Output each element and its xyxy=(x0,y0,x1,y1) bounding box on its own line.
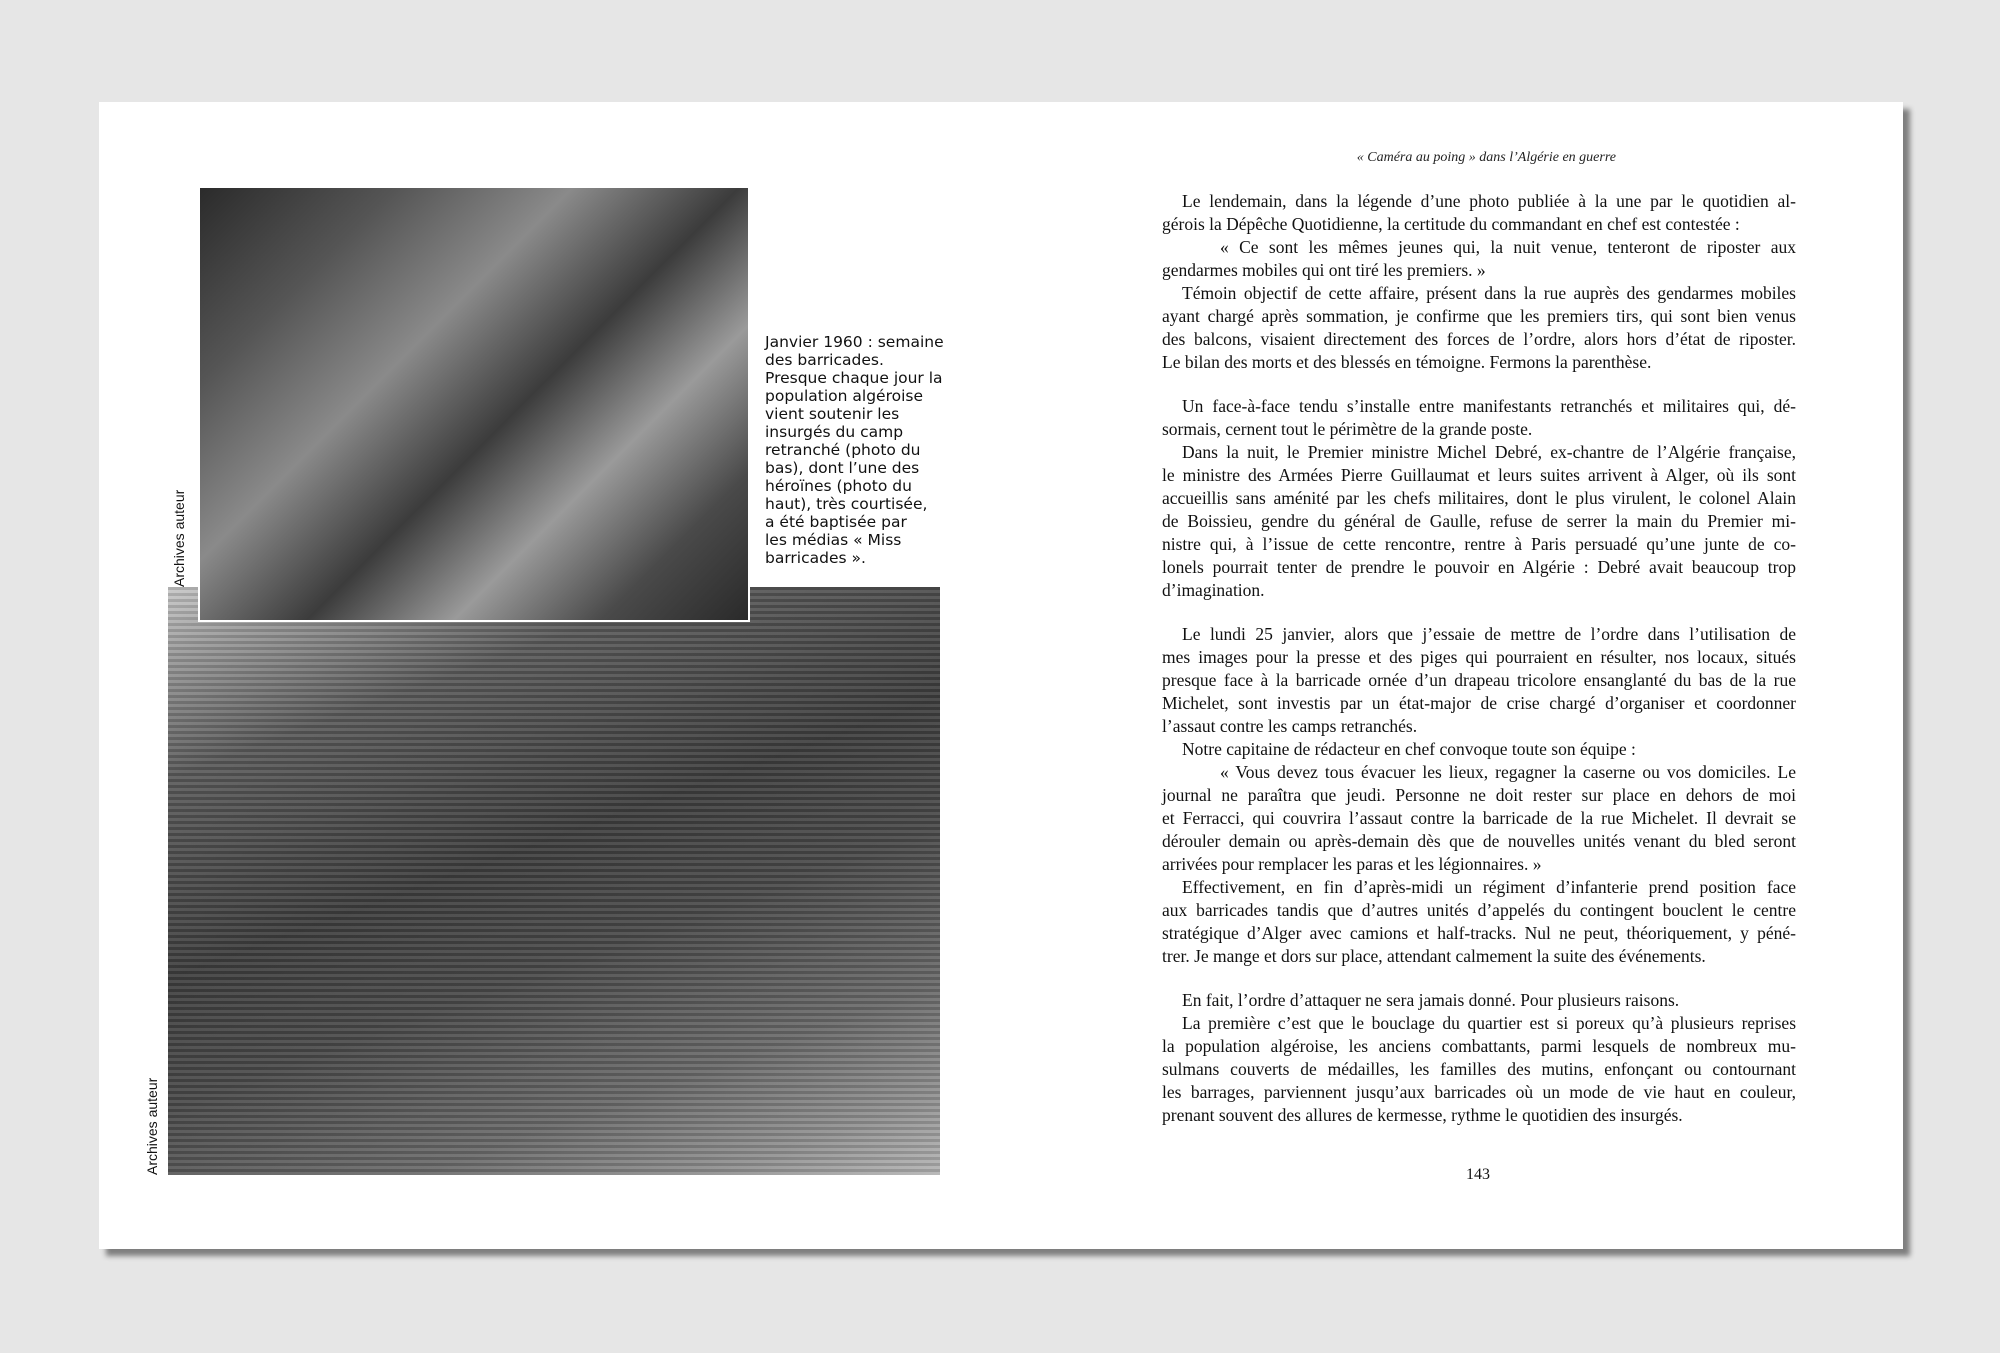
caption-line: vient soutenir les xyxy=(765,405,900,423)
text-line: Effectivement, en fin d’après-midi un régiment d’infanterie prend position face xyxy=(1182,877,1796,897)
text-line: Le lendemain, dans la légende d’une photo publiée à la une par le quotidien al- xyxy=(1182,191,1796,211)
text-line: ayant chargé après sommation, je confirme que les premiers tirs, qui sont bien venus xyxy=(1162,306,1796,326)
paragraph xyxy=(1162,190,1796,236)
text-line: sulmans couverts de médailles, les familles des mutins, enfonçant ou contournant xyxy=(1162,1059,1796,1079)
text-line: la population algéroise, les anciens combattants, parmi lesquels de nombreux mu- xyxy=(1162,1036,1796,1056)
text-line: Un face-à-face tendu s’installe entre manifestants retranchés et militaires qui, dé- xyxy=(1182,396,1796,416)
text-line: stratégique d’Alger avec camions et half-tracks. Nul ne peut, théoriquement, y péné- xyxy=(1162,923,1796,943)
crowd-barricade-photo xyxy=(168,587,940,1175)
caption-line: Janvier 1960 : semaine xyxy=(765,333,944,351)
text-line: de Boissieu, gendre du général de Gaulle, refuse de serrer la main du Premier mi- xyxy=(1162,511,1796,531)
caption-line: a été baptisée par xyxy=(765,513,907,531)
text-line: En fait, l’ordre d’attaquer ne sera jamais donné. Pour plusieurs raisons. xyxy=(1182,990,1680,1010)
paragraph-gap xyxy=(1162,374,1796,395)
text-line: dérouler demain ou après-demain dès que de nouvelles unités venant du bled seront xyxy=(1162,831,1796,851)
caption-line: insurgés du camp xyxy=(765,423,904,441)
paragraph xyxy=(1162,876,1796,968)
text-line: Michelet, sont investis par un état-major de crise chargé d’organiser et coordonner xyxy=(1162,693,1796,713)
text-line: presque face à la barricade ornée d’un drapeau tricolore ensanglanté du bas de la rue xyxy=(1162,670,1796,690)
text-line: nistre qui, à l’issue de cette rencontre, rentre à Paris persuadé qu’une junte de co- xyxy=(1162,534,1796,554)
caption-line: des barricades. xyxy=(765,351,884,369)
text-line: gérois la Dépêche Quotidienne, la certitude du commandant en chef est contestée : xyxy=(1162,214,1740,234)
text-line: trer. Je mange et dors sur place, attendant calmement la suite des événements. xyxy=(1162,946,1706,966)
text-line: des balcons, visaient directement des forces de l’ordre, alors hors d’état de riposter. xyxy=(1162,329,1796,349)
photo-credit-bottom: Archives auteur xyxy=(144,1077,160,1175)
text-line: et Ferracci, qui couvrira l’assaut contre la barricade de la rue Michelet. Il devrait se xyxy=(1162,808,1796,828)
text-line: La première c’est que le bouclage du quartier est si poreux qu’à plusieurs reprises xyxy=(1182,1013,1796,1033)
text-line: journal ne paraîtra que jeudi. Personne ne doit rester sur place en dehors de moi xyxy=(1162,785,1796,805)
paragraph xyxy=(1162,738,1796,761)
paragraph xyxy=(1162,282,1796,374)
paragraph xyxy=(1162,623,1796,738)
paragraph-gap xyxy=(1162,968,1796,989)
paragraph-gap xyxy=(1162,602,1796,623)
text-line: Notre capitaine de rédacteur en chef convoque toute son équipe : xyxy=(1182,739,1636,759)
running-head: « Caméra au poing » dans l’Algérie en guerre xyxy=(1356,150,1616,165)
caption-line: barricades ». xyxy=(765,549,866,567)
text-line: le ministre des Armées Pierre Guillaumat et leurs suites arrivent à Alger, où ils sont xyxy=(1162,465,1796,485)
text-line: gendarmes mobiles qui ont tiré les premiers. » xyxy=(1162,260,1486,280)
text-line: lonels pourrait tenter de prendre le pouvoir en Algérie : Debré avait beaucoup trop xyxy=(1162,557,1796,577)
text-line: d’imagination. xyxy=(1162,580,1265,600)
miss-barricades-photo xyxy=(200,188,748,620)
caption-line: bas), dont l’une des xyxy=(765,459,920,477)
quotation xyxy=(1162,761,1796,876)
caption-line: haut), très courtisée, xyxy=(765,495,928,513)
caption-line: Presque chaque jour la xyxy=(765,369,943,387)
text-line: aux barricades tandis que d’autres unités d’appelés du contingent bouclent le centre xyxy=(1162,900,1796,920)
page-number: 143 xyxy=(1466,1166,1490,1183)
paragraph xyxy=(1162,395,1796,441)
text-line: les barrages, parviennent jusqu’aux barricades où un mode de vie haut en couleur, xyxy=(1162,1082,1796,1102)
text-line: « Ce sont les mêmes jeunes qui, la nuit venue, tenteront de riposter aux xyxy=(1220,237,1796,257)
text-line: « Vous devez tous évacuer les lieux, regagner la caserne ou vos domiciles. Le xyxy=(1220,762,1796,782)
paragraph xyxy=(1162,441,1796,602)
text-line: prenant souvent des allures de kermesse, rythme le quotidien des insurgés. xyxy=(1162,1105,1683,1125)
text-line: l’assaut contre les camps retranchés. xyxy=(1162,716,1418,736)
caption-line: héroïnes (photo du xyxy=(765,477,912,495)
paragraph xyxy=(1162,1012,1796,1127)
body-text xyxy=(1162,190,1796,1127)
caption-line: retranché (photo du xyxy=(765,441,921,459)
text-line: Le bilan des morts et des blessés en témoigne. Fermons la parenthèse. xyxy=(1162,352,1652,372)
paragraph xyxy=(1162,989,1796,1012)
photo-credit-top: Archives auteur xyxy=(171,489,187,587)
text-line: accueillis sans aménité par les chefs militaires, dont le plus virulent, le colonel Alain xyxy=(1162,488,1796,508)
text-line: sormais, cernent tout le périmètre de la grande poste. xyxy=(1162,419,1533,439)
photo-caption xyxy=(765,333,947,567)
quotation xyxy=(1162,236,1796,282)
text-line: Dans la nuit, le Premier ministre Michel Debré, ex-chantre de l’Algérie française, xyxy=(1182,442,1796,462)
caption-line: les médias « Miss xyxy=(765,531,902,549)
text-line: Témoin objectif de cette affaire, présent dans la rue auprès des gendarmes mobiles xyxy=(1182,283,1796,303)
text-line: mes images pour la presse et des piges qui pourraient en résulter, nos locaux, situés xyxy=(1162,647,1796,667)
caption-line: population algéroise xyxy=(765,387,924,405)
text-line: Le lundi 25 janvier, alors que j’essaie de mettre de l’ordre dans l’utilisation de xyxy=(1182,624,1796,644)
text-line: arrivées pour remplacer les paras et les légionnaires. » xyxy=(1162,854,1542,874)
